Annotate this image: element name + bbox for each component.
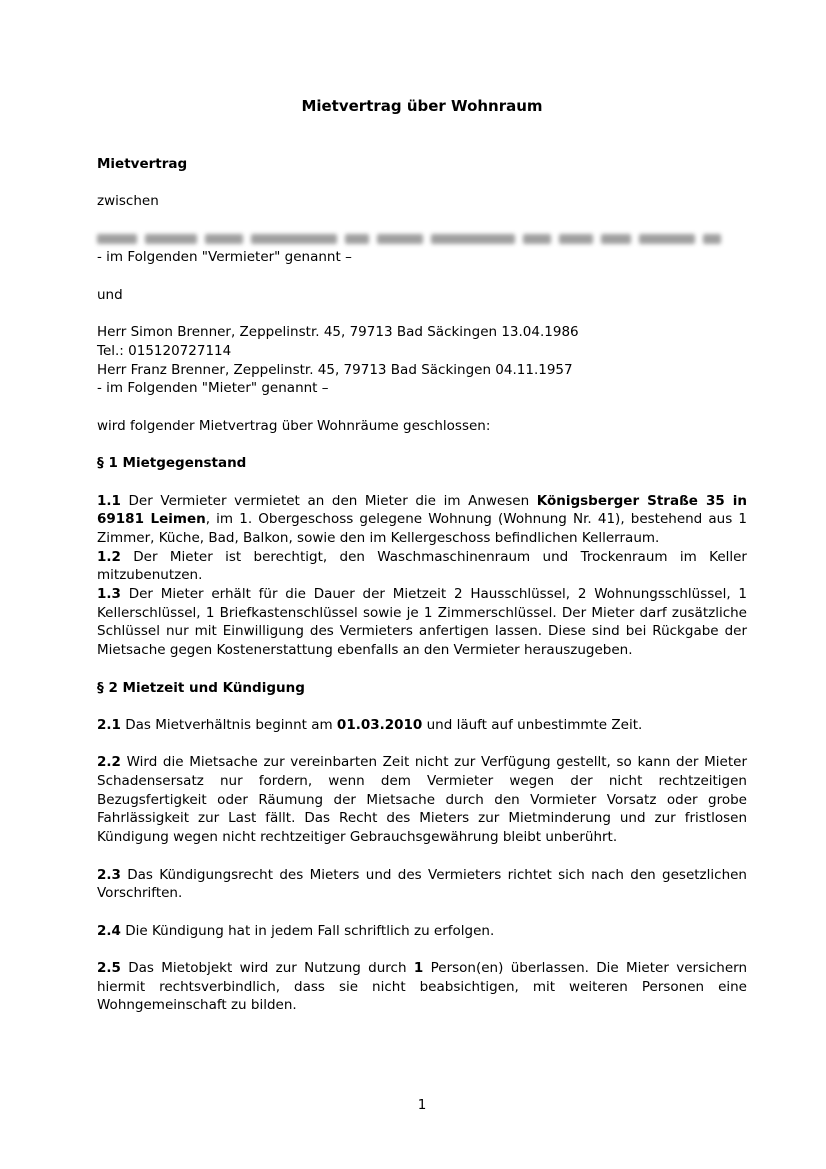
bold-text-run: Königsberger Straße 35 in 69181 Leimen bbox=[97, 492, 747, 528]
section-2-heading bbox=[97, 679, 747, 698]
bold-text-run: § 2 Mietzeit und Kündigung bbox=[97, 679, 305, 696]
section-1-heading bbox=[97, 454, 747, 473]
text-run: - im Folgenden "Mieter" genannt – bbox=[97, 380, 329, 397]
bold-text-run: 1.3 bbox=[97, 586, 121, 603]
clause-2-1 bbox=[97, 716, 747, 735]
text-run: Tel.: 015120727114 bbox=[97, 342, 232, 359]
clause-2-4 bbox=[97, 922, 747, 941]
page-number: 1 bbox=[417, 1097, 427, 1113]
bold-text-run: Mietvertrag über Wohnraum bbox=[301, 97, 543, 115]
bold-text-run: 01.03.2010 bbox=[336, 716, 423, 733]
clause-1-3 bbox=[97, 585, 747, 660]
bold-text-run: 2.4 bbox=[97, 922, 121, 939]
bold-text-run: 1.1 bbox=[97, 492, 121, 509]
document-body bbox=[97, 96, 747, 1034]
text-run: Der Mieter erhält für die Dauer der Mietzeit 2 Hausschlüssel, 2 Wohnungsschlüssel, 1 Kellerschlüssel, 1 Briefkastenschlüssel sowie je 1 Zimmerschlüssel. Der Mieter darf zusätzliche Schlüssel nur mit Einwilligung des Vermieters anfertigen lassen. Diese sind bei Rückgabe der Mietsache gegen Kostenerstattung ebenfalls an den Vermieter herauszugeben. bbox=[97, 586, 747, 659]
bold-text-run: 2.2 bbox=[97, 754, 121, 771]
text-run: Der Vermieter vermietet an den Mieter die im Anwesen bbox=[120, 492, 537, 509]
bold-text-run: 2.3 bbox=[97, 866, 121, 883]
subheading-mietvertrag bbox=[97, 155, 747, 174]
text-run: und läuft auf unbestimmte Zeit. bbox=[422, 716, 643, 733]
text-run: , im 1. Obergeschoss gelegene Wohnung (Wohnung Nr. 41), bestehend aus 1 Zimmer, Küche, Bad, Balkon, sowie den im Kellergeschoss befindlichen Kellerraum. bbox=[97, 511, 747, 546]
bold-text-run: 1.2 bbox=[97, 548, 121, 565]
text-run: Wird die Mietsache zur vereinbarten Zeit nicht zur Verfügung gestellt, so kann der Mieter Schadensersatz nur fordern, wenn dem Vermieter wegen der nicht rechtzeitigen Bezugsfertigkeit oder Räumung der Mietsache durch den Vormieter Vorsatz oder grobe Fahrlässigkeit zur Last fällt. Das Recht des Mieters zur Mietminderung und zur fristlosen Kündigung wegen nicht rechtzeitiger Gebrauchsgewährung bleibt unberührt. bbox=[97, 754, 747, 846]
clause-2-2 bbox=[97, 753, 747, 847]
paragraph-und bbox=[97, 286, 747, 305]
clause-1-1 bbox=[97, 492, 747, 548]
clause-1-2 bbox=[97, 548, 747, 585]
text-run: Das Kündigungsrecht des Mieters und des Vermieters richtet sich nach den gesetzlichen Vorschriften. bbox=[97, 866, 747, 902]
paragraph-zwischen bbox=[97, 192, 747, 211]
text-run: und bbox=[97, 286, 123, 303]
mieter-block bbox=[97, 323, 747, 398]
bold-text-run: Mietvertrag bbox=[97, 156, 188, 172]
vermieter-block bbox=[97, 230, 747, 267]
text-run: Das Mietverhältnis beginnt am bbox=[120, 716, 337, 733]
intro-paragraph bbox=[97, 417, 747, 436]
bold-text-run: 2.1 bbox=[97, 716, 121, 733]
bold-text-run: 2.5 bbox=[97, 960, 121, 977]
clause-2-5 bbox=[97, 959, 747, 1015]
text-run: Person(en) überlassen. Die Mieter versichern hiermit rechtsverbindlich, dass sie nicht beabsichtigen, mit weiteren Personen eine Wohngemeinschaft zu bilden. bbox=[97, 960, 747, 1014]
text-run: wird folgender Mietvertrag über Wohnräume geschlossen: bbox=[97, 417, 491, 434]
bold-text-run: § 1 Mietgegenstand bbox=[97, 455, 247, 472]
clause-2-3 bbox=[97, 866, 747, 903]
text-run: Das Mietobjekt wird zur Nutzung durch bbox=[120, 960, 414, 977]
text-run: Herr Franz Brenner, Zeppelinstr. 45, 79713 Bad Säckingen 04.11.1957 bbox=[97, 361, 573, 378]
bold-text-run: 1 bbox=[413, 960, 424, 977]
text-run: - im Folgenden "Vermieter" genannt – bbox=[97, 249, 352, 266]
text-run: Der Mieter ist berechtigt, den Waschmaschinenraum und Trockenraum im Keller mitzubenutzen. bbox=[97, 548, 747, 584]
page-footer bbox=[97, 1096, 747, 1115]
vermieter-kontaktzeile-unkenntlich bbox=[97, 232, 721, 246]
text-run: Die Kündigung hat in jedem Fall schriftlich zu erfolgen. bbox=[120, 922, 495, 939]
text-run: zwischen bbox=[97, 193, 159, 210]
text-run: Herr Simon Brenner, Zeppelinstr. 45, 79713 Bad Säckingen 13.04.1986 bbox=[97, 324, 579, 341]
document-title bbox=[97, 96, 747, 116]
